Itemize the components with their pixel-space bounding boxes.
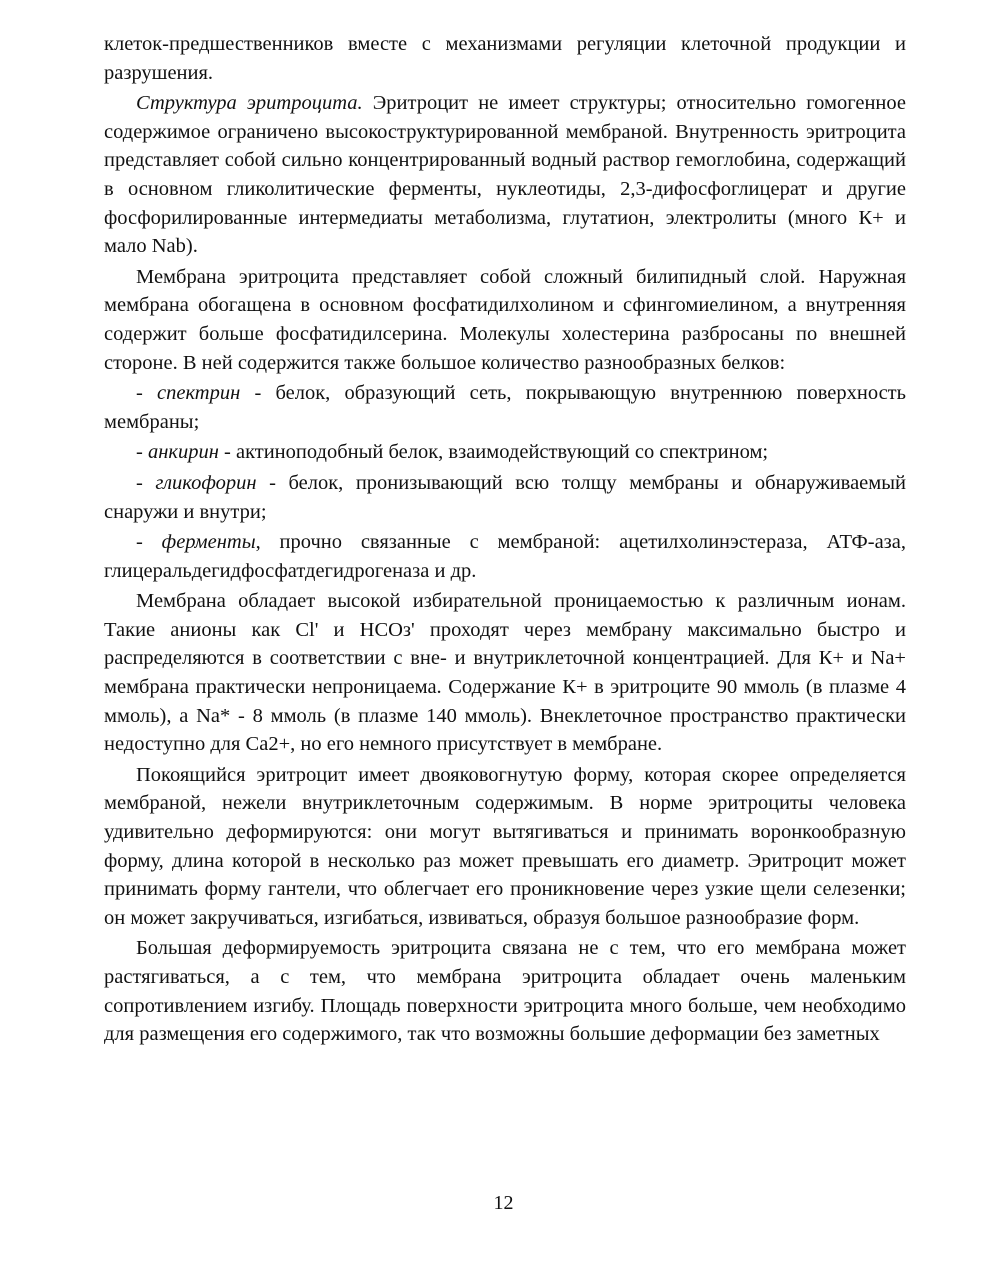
list-item-enzymes: [104, 528, 906, 585]
list-item-text: - белок, образующий сеть, покрывающую внутреннюю поверхность мембраны;: [104, 382, 906, 433]
list-term-italic: анкирин: [147, 441, 219, 464]
list-item-ankyrin: [104, 438, 906, 467]
paragraph-text: Эритроцит не имеет структуры; относительно гомогенное содержимое ограничено высокоструктурированной мембраной. Внутренность эритроцита представляет собой сильно концентрированный водный раствор гемоглобина, содержащий в основном гликолитические ферменты, нуклеотиды, 2,3-дифосфоглицерат и другие фосфорилированные интермедиаты метаболизма, глутатион, электролиты (много К+ и мало Nab).: [104, 92, 906, 258]
paragraph-text: Мембрана обладает высокой избирательной проницаемостью к различным ионам. Такие анионы как Cl' и НСОз' проходят через мембрану максимально быстро и распределяются в соответствии с вне- и внутриклеточной концентрацией. Для К+ и Na+ мембрана практически непроницаема. Содержание К+ в эритроците 90 ммоль (в плазме 4 ммоль), а Na* - 8 ммоль (в плазме 140 ммоль). Внеклеточное пространство практически недоступно для Са2+, но его немного присутствует в мембране.: [104, 590, 906, 756]
paragraph-text: Покоящийся эритроцит имеет двояковогнутую форму, которая скорее определяется мембраной, нежели внутриклеточным содержимым. В норме эритроциты человека удивительно деформируются: они могут вытягиваться и принимать воронкообразную форму, длина которой в несколько раз может превышать его диаметр. Эритроцит может принимать форму гантели, что облегчает его проникновение через узкие щели селезенки; он может закручиваться, изгибаться, извиваться, образуя большое разнообразие форм.: [104, 763, 906, 929]
list-dash: -: [136, 531, 162, 554]
list-dash: -: [136, 382, 158, 405]
paragraph-erythrocyte-structure: [104, 89, 906, 261]
list-item-text: - актиноподобный белок, взаимодействующий со спектрином;: [218, 441, 769, 464]
paragraph-text: Мембрана эритроцита представляет собой сложный билипидный слой. Наружная мембрана обогащена в основном фосфатидилхолином и сфингомиелином, а внутренняя содержит больше фосфатидилсерина. Молекулы холестерина разбросаны по внешней стороне. В ней содержится также большое количество разнообразных белков:: [104, 265, 906, 374]
list-item-text: - белок, пронизывающий всю толщу мембраны и обнаруживаемый снаружи и внутри;: [104, 471, 906, 523]
list-term-italic: ферменты: [161, 531, 256, 554]
list-term-italic: спектрин: [157, 382, 241, 405]
list-item-text: , прочно связанные с мембраной: ацетилхолинэстераза, АТФ-аза, глицеральдегидфосфатдегидрогеназа и др.: [104, 531, 906, 582]
section-heading-italic: Структура эритроцита.: [136, 92, 363, 115]
paragraph-permeability: [104, 587, 906, 759]
page-body: [104, 30, 906, 1049]
page-number: 12: [493, 1192, 514, 1214]
paragraph-text: Большая деформируемость эритроцита связана не с тем, что его мембрана может растягиваться, а с тем, что мембрана эритроцита обладает очень маленьким сопротивлением изгибу. Площадь поверхности эритроцита много больше, чем необходимо для размещения его содержимого, так что возможны большие деформации без заметных: [104, 937, 906, 1046]
paragraph-continuation: [104, 30, 906, 87]
list-item-spectrin: [104, 379, 906, 436]
list-dash: -: [136, 441, 148, 464]
list-item-glycophorin: [104, 469, 906, 526]
paragraph-shape: [104, 761, 906, 933]
paragraph-membrane: [104, 263, 906, 377]
paragraph-text: клеток-предшественников вместе с механизмами регуляции клеточной продукции и разрушения.: [104, 33, 906, 84]
list-term-italic: гликофорин: [155, 471, 257, 494]
list-dash: -: [136, 471, 156, 494]
paragraph-deformability: [104, 934, 906, 1048]
